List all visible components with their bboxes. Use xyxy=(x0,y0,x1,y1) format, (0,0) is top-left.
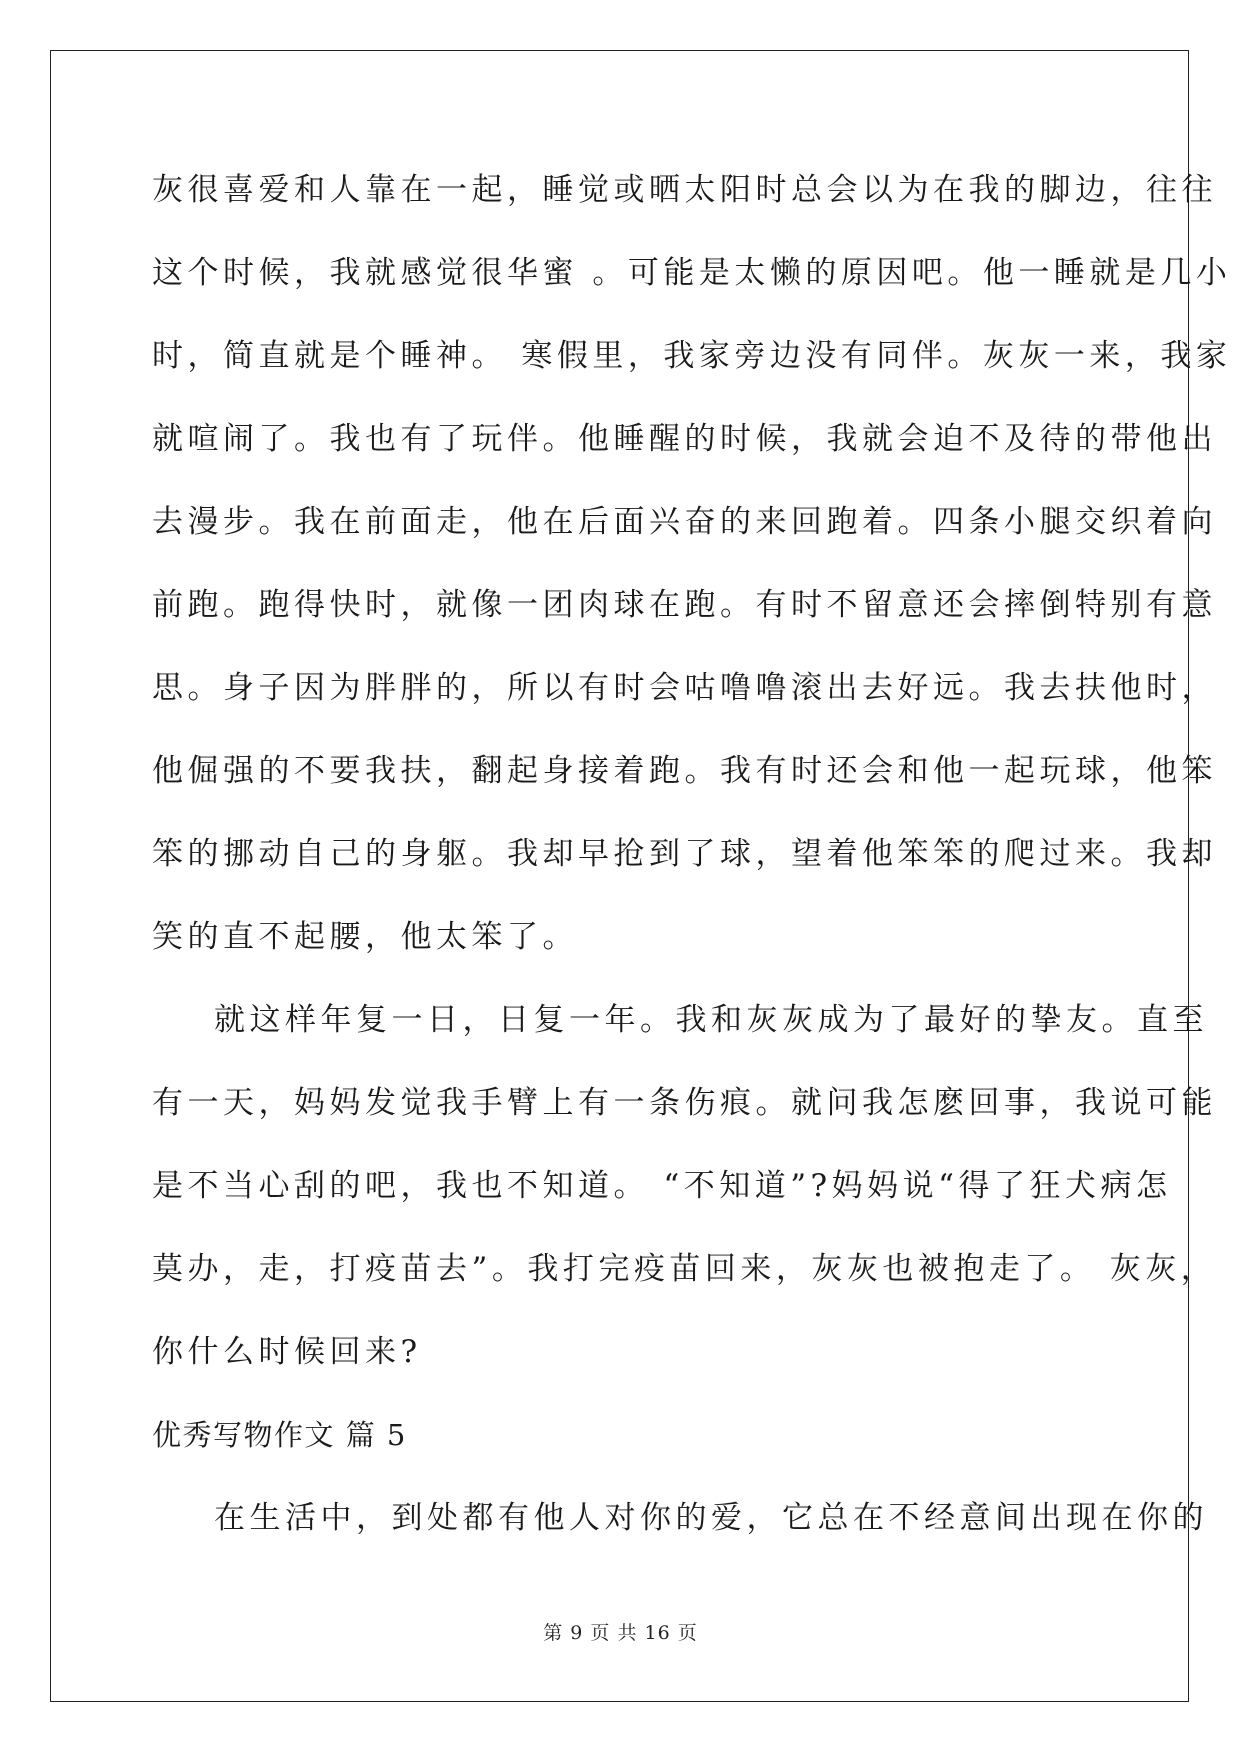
paragraph-start-line: 就这样年复一日，日复一年。我和灰灰成为了最好的挚友。直至 xyxy=(214,1002,1208,1038)
text-line: 灰很喜爱和人靠在一起，睡觉或晒太阳时总会以为在我的脚边，往往 xyxy=(152,172,1217,208)
text-line: 莫办，走，打疫苗去”。我打完疫苗回来，灰灰也被抱走了。 灰灰， xyxy=(152,1251,1217,1287)
document-body xyxy=(152,158,1232,1569)
text-line: 笨的挪动自己的身躯。我却早抢到了球，望着他笨笨的爬过来。我却 xyxy=(152,836,1217,872)
text-line: 就喧闹了。我也有了玩伴。他睡醒的时候，我就会迫不及待的带他出 xyxy=(152,421,1217,457)
text-line: 他倔强的不要我扶，翻起身接着跑。我有时还会和他一起玩球，他笨 xyxy=(152,753,1217,789)
text-line: 时，简直就是个睡神。 寒假里，我家旁边没有同伴。灰灰一来，我家 xyxy=(152,338,1232,374)
text-line: 笑的直不起腰，他太笨了。 xyxy=(152,919,578,955)
page-number: 第 9 页 共 16 页 xyxy=(543,1622,698,1644)
text-line: 前跑。跑得快时，就像一团肉球在跑。有时不留意还会摔倒特别有意 xyxy=(152,587,1217,623)
text-line: 去漫步。我在前面走，他在后面兴奋的来回跑着。四条小腿交织着向 xyxy=(152,504,1217,540)
text-line: 这个时候，我就感觉很华蜜 。可能是太懒的原因吧。他一睡就是几小 xyxy=(152,255,1232,291)
text-line: 你什么时候回来? xyxy=(152,1334,422,1370)
text-line: 有一天，妈妈发觉我手臂上有一条伤痕。就问我怎麽回事，我说可能 xyxy=(152,1085,1217,1121)
section-title: 优秀写物作文 篇 5 xyxy=(152,1418,407,1452)
text-line: 思。身子因为胖胖的，所以有时会咕噜噜滚出去好远。我去扶他时， xyxy=(152,670,1217,706)
text-line: 是不当心刮的吧，我也不知道。 “不知道”?妈妈说“得了狂犬病怎 xyxy=(152,1168,1172,1204)
paragraph-start-line: 在生活中，到处都有他人对你的爱，它总在不经意间出现在你的 xyxy=(214,1500,1208,1536)
